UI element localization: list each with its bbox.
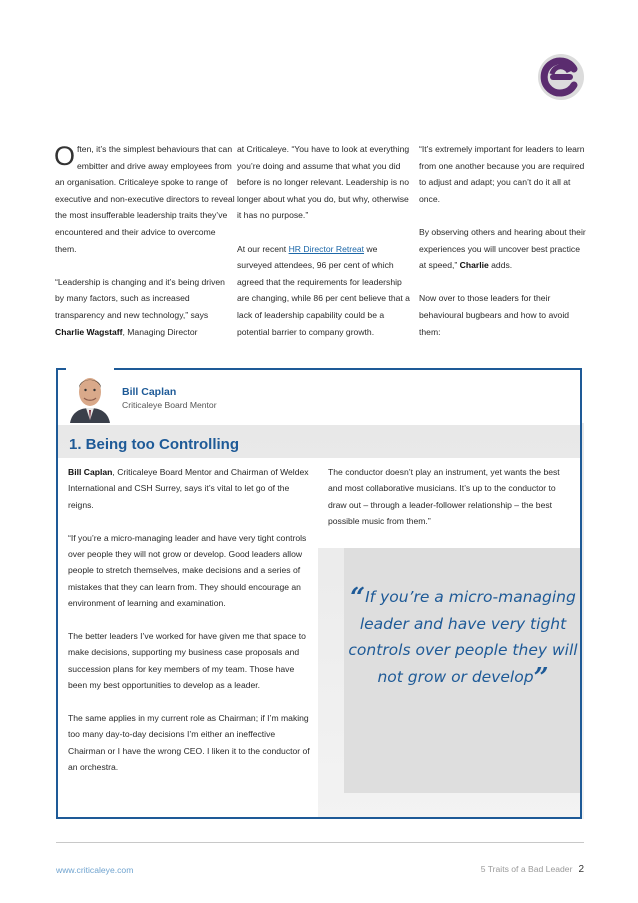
feature-paragraph: The better leaders I’ve worked for have given me that space to make decisions, supporting my business case proposals and succession plans for key members of my team. Those have been my best opportunities to develop as a leader.	[68, 631, 306, 691]
person-name: Bill Caplan	[68, 467, 113, 477]
person-name: Charlie	[459, 260, 489, 271]
website-link[interactable]: www.criticaleye.com	[56, 865, 134, 875]
feature-column-2	[328, 464, 560, 546]
pullquote	[344, 583, 582, 693]
document-title: 5 Traits of a Bad Leader	[480, 864, 573, 874]
drop-cap: O	[54, 141, 76, 171]
intro-paragraph: Often, it’s the simplest behaviours that can embitter and drive away employees from an organisation. Criticaleye spoke to range of executive and non-executive directors to reveal the most insufferable leadership traits they’ve encountered and their advice to overcome them.	[54, 141, 235, 254]
article-column-3	[419, 141, 589, 357]
footer-info	[481, 864, 584, 875]
feature-paragraph: The conductor doesn’t play an instrument, yet wants the best and most collaborative musicians. It’s up to the conductor to draw out – through a leader-follower relationship – the best possible music from them.”	[328, 467, 560, 527]
observing-paragraph: By observing others and hearing about their experiences you will uncover best practice at speed,” Charlie adds.	[419, 226, 586, 271]
mentor-avatar	[66, 368, 114, 423]
feature-column-1	[68, 464, 312, 792]
page-number: 2	[578, 864, 584, 875]
feature-paragraph: “If you’re a micro-managing leader and have very tight controls over people they will not grow or develop. Good leaders allow people to stretch themselves, make decisions and a series of mistakes that they can learn from. They should encourage an environment of learning and examination.	[68, 532, 307, 609]
learning-paragraph: “It’s extremely important for leaders to learn from one another because you are required to adjust and adapt; you can’t do it all at once.	[419, 144, 585, 204]
open-quote-icon: “	[350, 583, 366, 613]
article-column-1	[55, 141, 235, 357]
feature-intro: Bill Caplan, Criticaleye Board Mentor and Chairman of Weldex International and CSH Surrey, says it’s vital to let go of the reigns.	[68, 467, 309, 510]
quote-continuation: at Criticaleye. “You have to look at everything you’re doing and assume that what you did before is no longer relevant. Leadership is no longer about what you do, but why, otherwise it has no purpose.”	[237, 144, 410, 221]
hr-director-retreat-link[interactable]: HR Director Retreat	[288, 243, 365, 254]
person-name: Charlie Wagstaff	[55, 326, 123, 337]
footer-divider	[56, 842, 584, 843]
quote-paragraph: “Leadership is changing and it’s being driven by many factors, such as increased transparency and new technology,” says Charlie Wagstaff, Managing Director	[55, 276, 225, 337]
mentor-name: Bill Caplan	[122, 386, 177, 398]
section-heading: 1. Being too Controlling	[69, 436, 239, 453]
mentor-role: Criticaleye Board Mentor	[122, 400, 217, 410]
criticaleye-logo[interactable]	[536, 52, 586, 102]
mentor-header	[56, 368, 582, 425]
survey-paragraph: At our recent HR Director Retreat we surveyed attendees, 96 per cent of which agreed that the requirements for leadership are changing, while 86 per cent believe that a lack of leadership capability could be a potential barrier to company growth.	[237, 243, 410, 337]
article-column-2	[237, 141, 413, 357]
feature-paragraph: The same applies in my current role as Chairman; if I’m making too many day-to-day decisions I’m either an ineffective Chairman or I have the wrong CEO. I liken it to the conductor of an orchestra.	[68, 713, 310, 773]
close-quote-icon: ”	[533, 662, 549, 693]
transition-paragraph: Now over to those leaders for their behavioural bugbears and how to avoid them:	[419, 293, 570, 337]
pullquote-text: If you’re a micro-managing leader and have very tight controls over people they will not grow or develop	[348, 588, 578, 686]
